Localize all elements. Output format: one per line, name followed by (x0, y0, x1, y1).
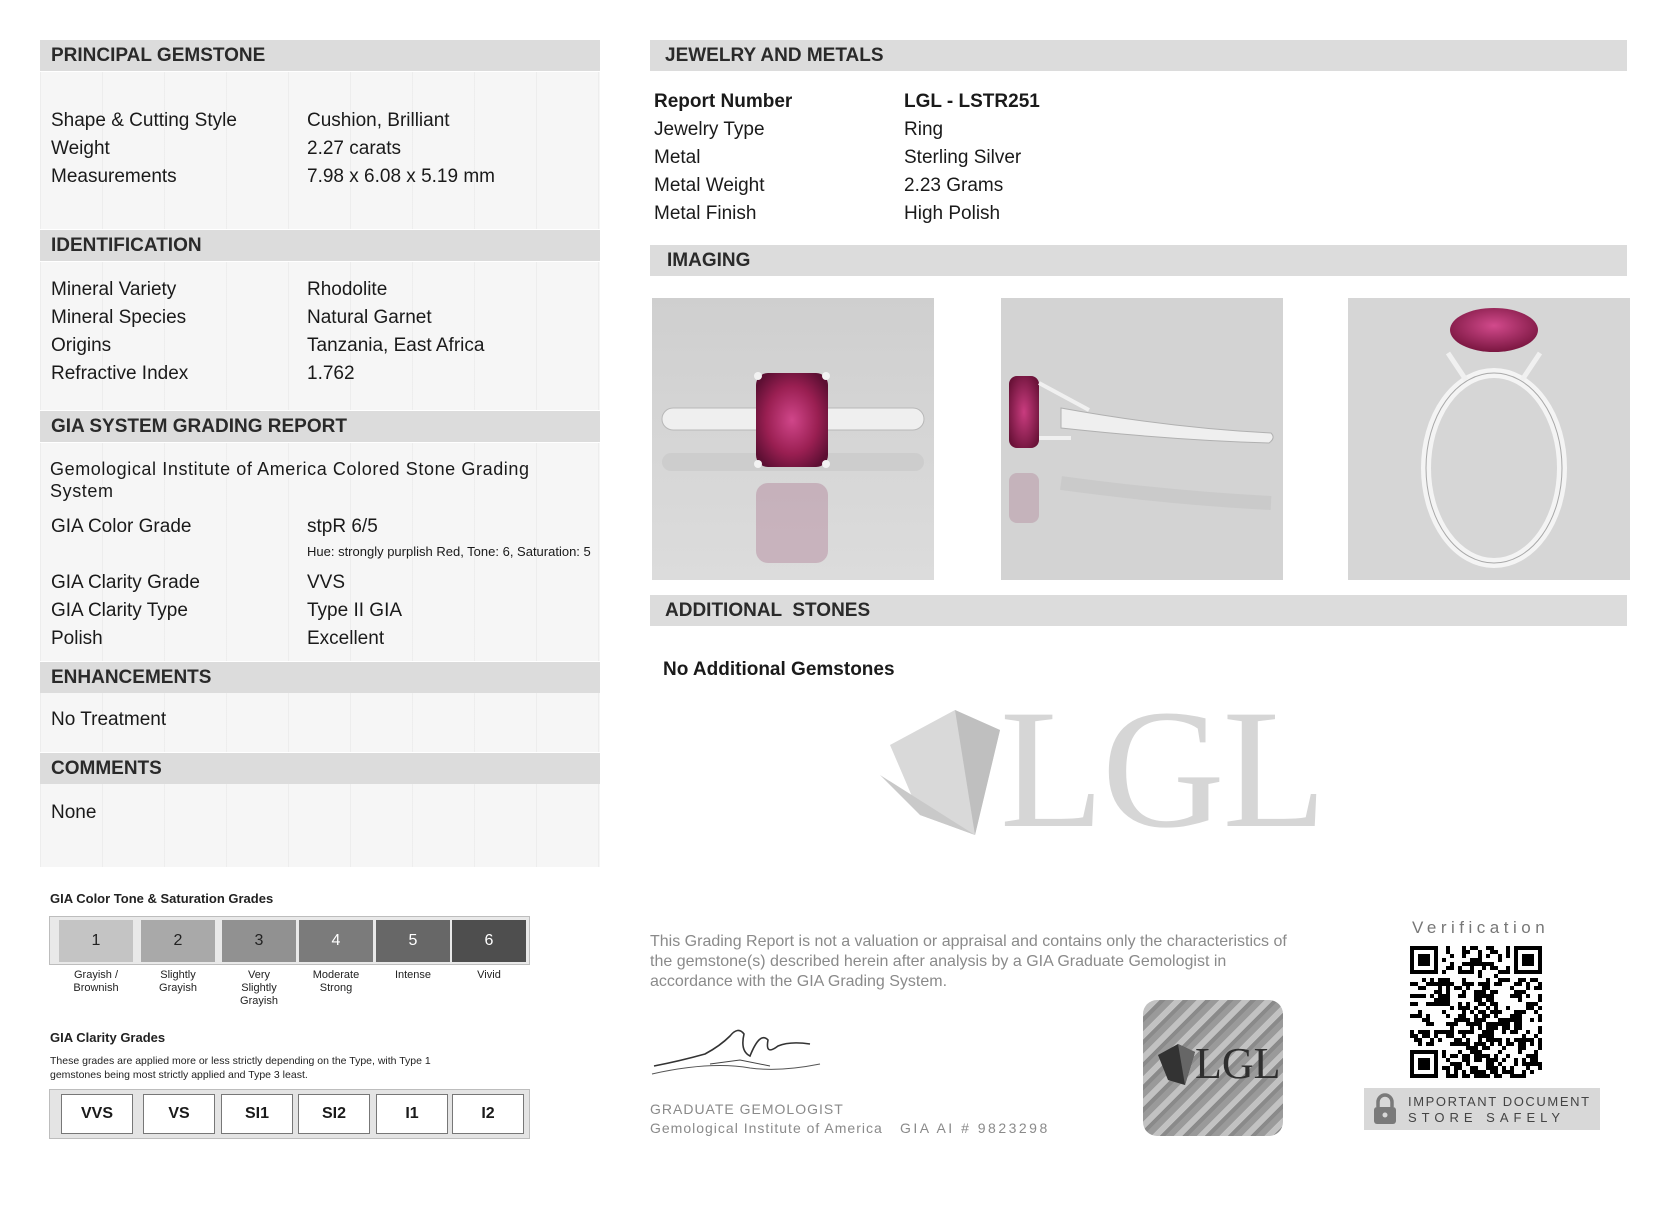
enhancements-value: No Treatment (51, 709, 167, 730)
tone-grade-cell: 1 (59, 920, 133, 962)
row-value: High Polish (904, 203, 1001, 224)
row-label: Mineral Species (51, 307, 187, 328)
row-value: Excellent (307, 628, 385, 649)
tone-grade-cell: 5 (376, 920, 450, 962)
row-value: Type II GIA (307, 600, 403, 621)
section-header-comments: COMMENTS (40, 753, 600, 784)
important-line-2: STORE SAFELY (1408, 1110, 1566, 1125)
tone-grade-label: Very Slightly Grayish (240, 969, 278, 1007)
tone-grade-label: Moderate Strong (312, 969, 360, 994)
comments-value: None (51, 802, 97, 823)
clarity-scale-note-1: These grades are applied more or less strictly depending on the Type, with Type 1 (50, 1055, 431, 1067)
report-number: LGL - LSTR251 (904, 91, 1040, 112)
row-value: Rhodolite (307, 279, 388, 300)
clarity-scale-title: GIA Clarity Grades (50, 1030, 166, 1045)
row-value: Sterling Silver (904, 147, 1022, 168)
row-value: 2.23 Grams (904, 175, 1004, 196)
row-label: Shape & Cutting Style (51, 110, 237, 131)
tone-grade-label: Grayish / Brownish (73, 969, 119, 994)
row-label: Jewelry Type (654, 119, 765, 140)
clarity-grade-cell: VS (143, 1094, 215, 1134)
clarity-grade-cell: SI2 (298, 1094, 370, 1134)
row-label: GIA Color Grade (51, 516, 192, 537)
clarity-grade-cell: SI1 (221, 1094, 293, 1134)
signature-mark (650, 1016, 830, 1086)
row-label: Metal Finish (654, 203, 757, 224)
row-label: GIA Clarity Type (51, 600, 188, 621)
hologram-logo-text: LGL (1195, 1039, 1281, 1088)
row-value: Cushion, Brilliant (307, 110, 450, 131)
disclaimer-text: This Grading Report is not a valuation or appraisal and contains only the characteristics of the gemstone(s) described herein after analysis by a GIA Graduate Gemologist in accordance with the GIA Grading System. (650, 933, 1287, 990)
row-label: Report Number (654, 91, 793, 112)
section-header-additional-stones: ADDITIONAL STONES (650, 595, 1627, 626)
verification-title: Verification (1412, 918, 1550, 937)
section-header-gia-grading: GIA SYSTEM GRADING REPORT (40, 411, 600, 442)
row-label: Metal (654, 147, 701, 168)
section-header-enhancements: ENHANCEMENTS (40, 662, 600, 693)
row-value: Ring (904, 119, 944, 140)
lgl-watermark-text: LGL (1000, 675, 1325, 863)
row-label: Refractive Index (51, 363, 189, 384)
row-label: Measurements (51, 166, 177, 187)
section-header-imaging: IMAGING (650, 245, 1627, 276)
qr-code-icon (1410, 946, 1542, 1078)
color-grade-note: Hue: strongly purplish Red, Tone: 6, Saturation: 5 (307, 544, 591, 559)
tone-grade-cell: 4 (299, 920, 373, 962)
row-value: VVS (307, 572, 346, 593)
lgl-watermark-logo (860, 675, 1340, 863)
tone-grade-label: Slightly Grayish (159, 969, 197, 994)
important-line-1: IMPORTANT DOCUMENT (1408, 1094, 1591, 1109)
clarity-scale-note-2: gemstones being most strictly applied and Type 3 least. (50, 1069, 308, 1081)
gia-id-number: GIA AI # 9823298 (900, 1120, 1050, 1136)
tone-scale-title: GIA Color Tone & Saturation Grades (50, 891, 274, 906)
row-label: Weight (51, 138, 110, 159)
tone-grade-cell: 2 (141, 920, 215, 962)
additional-stones-value: No Additional Gemstones (663, 659, 895, 680)
signature-title: GRADUATE GEMOLOGIST (650, 1101, 844, 1117)
tone-grade-label: Vivid (477, 969, 501, 981)
row-value: 1.762 (307, 363, 355, 384)
section-header-jewelry-metals: JEWELRY AND METALS (650, 40, 1627, 71)
tone-grade-label: Intense (394, 969, 432, 981)
lock-icon (1372, 1093, 1398, 1125)
row-value: 2.27 carats (307, 138, 401, 159)
row-value: stpR 6/5 (307, 516, 378, 537)
hologram-seal (1143, 1000, 1283, 1136)
ring-photo-front (652, 298, 934, 580)
row-value: Tanzania, East Africa (307, 335, 485, 356)
section-header-principal-gemstone: PRINCIPAL GEMSTONE (40, 40, 600, 71)
clarity-grade-cell: VVS (61, 1094, 133, 1134)
row-label: GIA Clarity Grade (51, 572, 200, 593)
row-label: Metal Weight (654, 175, 765, 196)
row-value: 7.98 x 6.08 x 5.19 mm (307, 166, 495, 187)
signature-org: Gemological Institute of America (650, 1120, 883, 1136)
ring-photo-profile (1348, 298, 1630, 580)
clarity-grade-cell: I2 (452, 1094, 524, 1134)
row-value: Natural Garnet (307, 307, 432, 328)
row-label: Polish (51, 628, 103, 649)
tone-grade-cell: 6 (452, 920, 526, 962)
watermark-band (40, 784, 600, 867)
ring-photo-side (1001, 298, 1283, 580)
qr-code[interactable] (1410, 946, 1542, 1078)
row-label: Mineral Variety (51, 279, 177, 300)
tone-grade-cell: 3 (222, 920, 296, 962)
section-header-identification: IDENTIFICATION (40, 230, 600, 261)
important-document-badge (1364, 1088, 1600, 1130)
clarity-grade-cell: I1 (376, 1094, 448, 1134)
row-label: Origins (51, 335, 112, 356)
gia-intro: Gemological Institute of America Colored Stone Grading System (50, 459, 530, 501)
